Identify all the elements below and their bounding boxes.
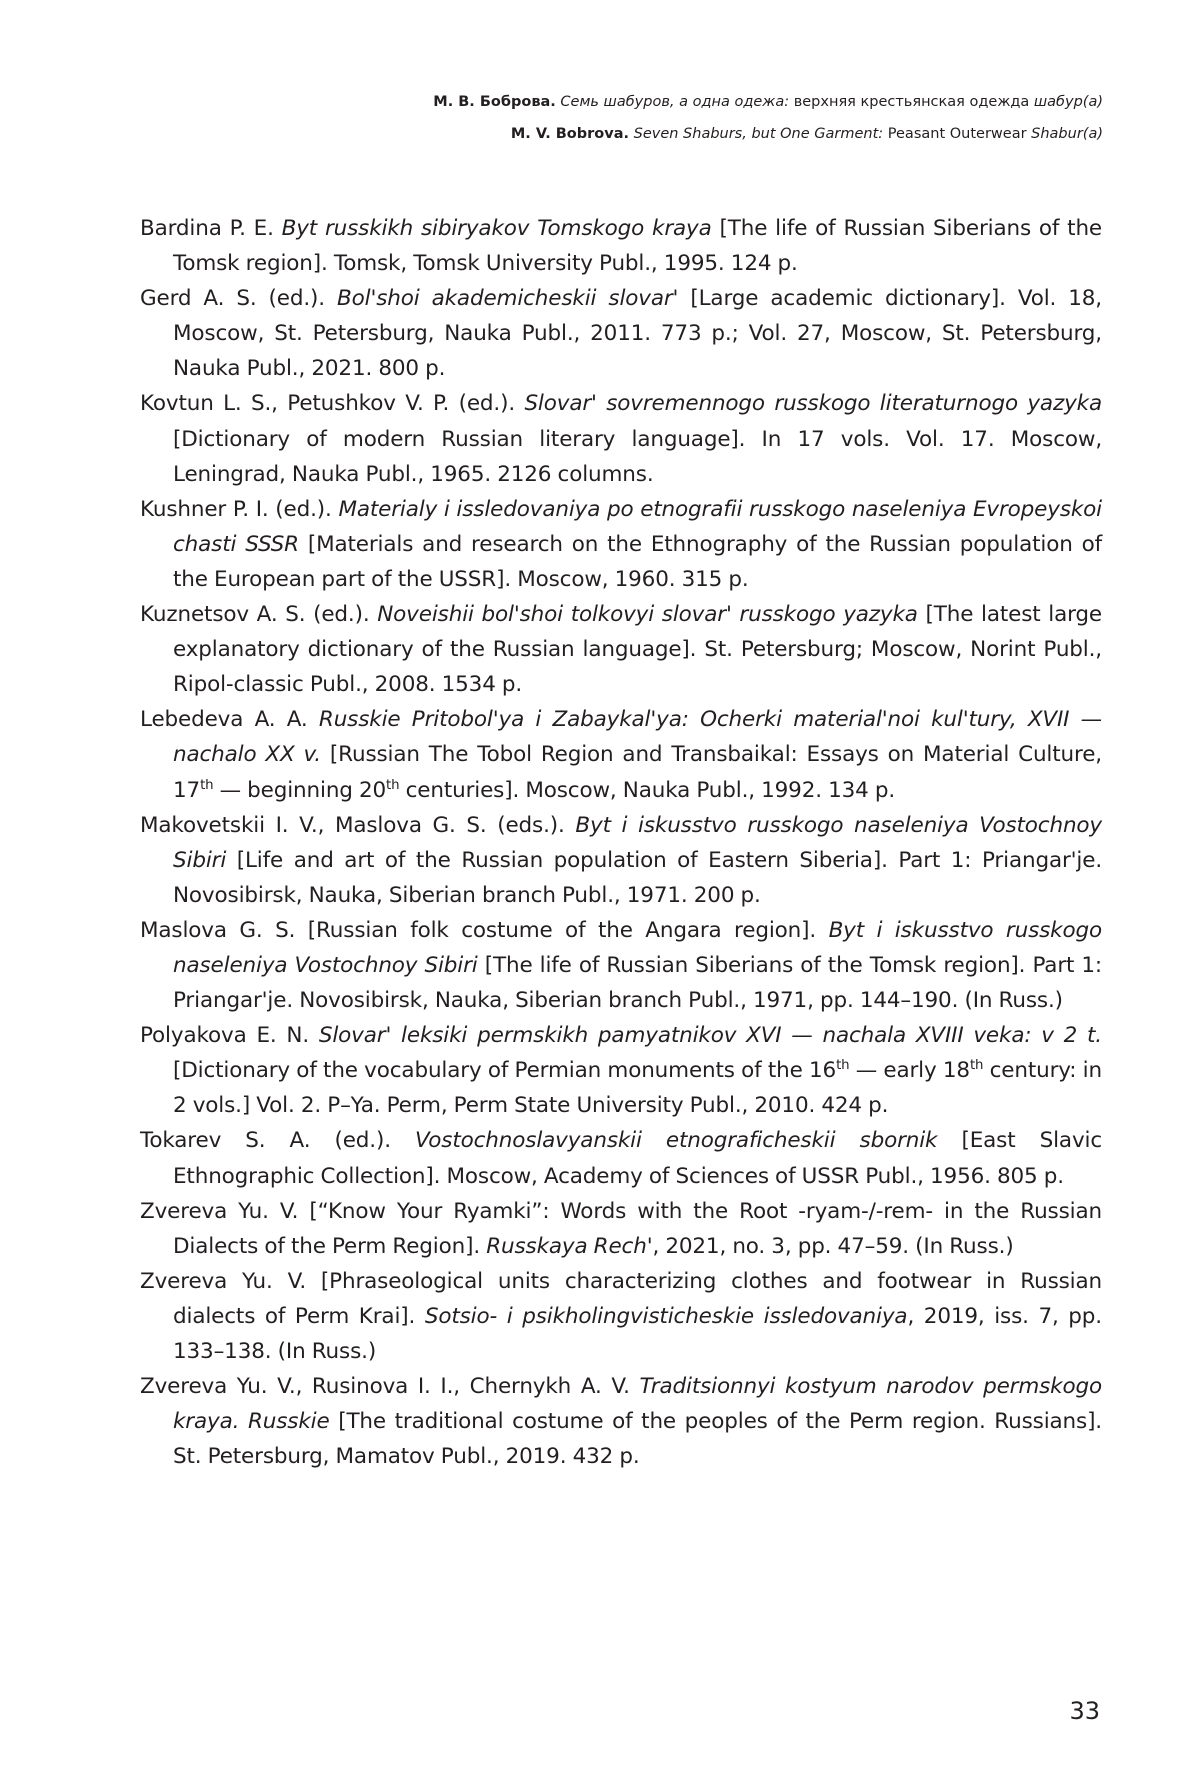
reference-title: Byt russkikh sibiryakov Tomskogo kraya xyxy=(281,216,712,241)
running-head-subtitle-ru: верхняя крестьянская одежда xyxy=(793,94,1030,110)
reference-list xyxy=(140,211,1102,1474)
reference-details: [The latest large explanatory dictionary of the Russian language]. St. Petersburg; Moscow, Norint Publ., Ripol-classic Publ., 2008. 1534 p. xyxy=(173,602,1102,698)
reference-details: — early 18 xyxy=(849,1058,970,1084)
running-head-subtitle-en: Peasant Outerwear xyxy=(887,126,1027,142)
running-head-english xyxy=(203,118,1103,150)
reference-item xyxy=(140,808,1102,913)
reference-title: Byt i iskusstvo russkogo naseleniya Vostochnoy Sibiri xyxy=(173,917,1102,978)
running-head-subtitle-italic-ru: шабур(а) xyxy=(1033,94,1103,110)
reference-item xyxy=(140,1018,1102,1123)
reference-item xyxy=(140,1369,1102,1474)
reference-title: Byt i iskusstvo russkogo naseleniya Vostochnoy Sibiri xyxy=(173,812,1102,873)
reference-authors: Kushner P. I. (ed.). xyxy=(140,496,339,522)
reference-authors: Kuznetsov A. S. (ed.). xyxy=(140,602,378,628)
running-head-title-en: Seven Shaburs, but One Garment: xyxy=(633,126,884,142)
reference-details: century: in 2 vols.] Vol. 2. P–Ya. Perm, Perm State University Publ., 2010. 424 p. xyxy=(173,1058,1102,1119)
reference-authors: Makovetskii I. V., Maslova G. S. (eds.). xyxy=(140,812,576,838)
reference-details: , 2021, no. 3, pp. 47–59. (In Russ.) xyxy=(652,1233,1014,1259)
running-head-subtitle-italic-en: Shabur(a) xyxy=(1031,126,1103,142)
reference-item xyxy=(140,386,1102,491)
reference-item xyxy=(140,597,1102,702)
reference-details: [Dictionary of the vocabulary of Permian monuments of the 16 xyxy=(173,1058,837,1084)
reference-title: Vostochnoslavyanskii etnograficheskii sbornik xyxy=(415,1128,938,1154)
reference-details: [Russian The Tobol Region and Transbaikal: Essays on Material Culture, 17 xyxy=(173,742,1102,803)
reference-details: , 2019, iss. 7, pp. 133–138. (In Russ.) xyxy=(173,1303,1102,1364)
reference-item xyxy=(140,211,1102,281)
reference-title: Russkie Pritobol'ya i Zabaykal'ya: Ocherki material'noi kul'tury, XVII — nachalo XX v. xyxy=(173,707,1102,768)
reference-title: Sotsio- i psikholingvisticheskie issledovaniya xyxy=(424,1303,908,1329)
running-head-russian xyxy=(203,86,1103,118)
reference-authors: Maslova G. S. [Russian folk costume of the Angara region]. xyxy=(140,917,829,943)
reference-title: Russkaya Rech' xyxy=(486,1233,653,1259)
reference-title: Slovar' leksiki permskikh pamyatnikov XVI — nachala XVIII veka: v 2 t. xyxy=(318,1023,1102,1049)
reference-authors: Tokarev S. A. (ed.). xyxy=(140,1128,415,1154)
running-head xyxy=(203,86,1103,150)
reference-details: [The life of Russian Siberians of the Tomsk region]. Tomsk, Tomsk University Publ., 1995. 124 p. xyxy=(173,216,1102,277)
reference-authors: Bardina P. E. xyxy=(140,216,282,241)
reference-title: Materialy i issledovaniya po etnografii russkogo naseleniya Evropeyskoi chasti SSSR xyxy=(173,496,1103,557)
reference-superscript: th xyxy=(836,1058,850,1074)
reference-item xyxy=(140,281,1102,386)
reference-superscript: th xyxy=(969,1058,984,1074)
reference-authors: Kovtun L. S., Petushkov V. P. (ed.). xyxy=(140,391,525,417)
running-head-author-ru: М. В. Боброва. xyxy=(433,94,556,110)
reference-details: [The life of Russian Siberians of the Tomsk region]. Part 1: Priangar'je. Novosibirsk, Nauka, Siberian branch Publ., 1971, pp. 144–190. (In Russ.) xyxy=(173,952,1103,1014)
reference-details: [Life and art of the Russian population of Eastern Siberia]. Part 1: Priangar'je. Novosibirsk, Nauka, Siberian branch Publ., 1971. 200 p. xyxy=(173,847,1102,908)
reference-authors: Zvereva Yu. V., Rusinova I. I., Chernykh A. V. xyxy=(140,1374,640,1400)
reference-authors: Lebedeva A. A. xyxy=(140,707,319,733)
reference-title: Traditsionnyi kostyum narodov permskogo kraya. Russkie xyxy=(173,1374,1102,1435)
running-head-author-en: M. V. Bobrova. xyxy=(510,126,630,142)
page-number: 33 xyxy=(1069,1697,1100,1725)
reference-item xyxy=(140,913,1102,1018)
reference-details: [East Slavic Ethnographic Collection]. Moscow, Academy of Sciences of USSR Publ., 1956. 805 p. xyxy=(173,1128,1103,1189)
reference-details: centuries]. Moscow, Nauka Publ., 1992. 134 p. xyxy=(399,777,896,803)
reference-superscript: th xyxy=(386,777,400,793)
reference-item xyxy=(140,702,1102,807)
reference-superscript: th xyxy=(200,777,214,793)
running-head-title-ru: Семь шабуров, а одна одежа: xyxy=(560,94,790,110)
reference-details: [Dictionary of modern Russian literary language]. In 17 vols. Vol. 17. Moscow, Leningrad, Nauka Publ., 1965. 2126 columns. xyxy=(173,426,1102,487)
reference-item xyxy=(140,1123,1102,1193)
reference-title: Bol'shoi akademicheskii slovar' xyxy=(337,286,679,312)
reference-details: [The traditional costume of the peoples of the Perm region. Russians]. St. Petersburg, Mamatov Publ., 2019. 432 p. xyxy=(173,1409,1102,1470)
reference-item xyxy=(140,1264,1102,1369)
reference-authors: Polyakova E. N. xyxy=(140,1023,319,1049)
reference-title: Noveishii bol'shoi tolkovyi slovar' russkogo yazyka xyxy=(377,602,918,628)
reference-authors: Gerd A. S. (ed.). xyxy=(140,286,338,312)
reference-details: — beginning 20 xyxy=(213,777,387,803)
reference-details: [Materials and research on the Ethnography of the Russian population of the European part of the USSR]. Moscow, 1960. 315 p. xyxy=(173,531,1102,592)
reference-details: [Large academic dictionary]. Vol. 18, Moscow, St. Petersburg, Nauka Publ., 2011. 773 p.; Vol. 27, Moscow, St. Petersburg, Nauka Publ., 2021. 800 p. xyxy=(173,286,1102,382)
reference-item xyxy=(140,492,1102,597)
reference-item xyxy=(140,1194,1102,1264)
reference-authors: Zvereva Yu. V. [“Know Your Ryamki”: Words with the Root -ryam-/-rem- in the Russian Dialects of the Perm Region]. xyxy=(140,1198,1102,1259)
reference-authors: Zvereva Yu. V. [Phraseological units characterizing clothes and footwear in Russian dialects of Perm Krai]. xyxy=(140,1268,1102,1329)
reference-title: Slovar' sovremennogo russkogo literaturnogo yazyka xyxy=(524,391,1102,417)
